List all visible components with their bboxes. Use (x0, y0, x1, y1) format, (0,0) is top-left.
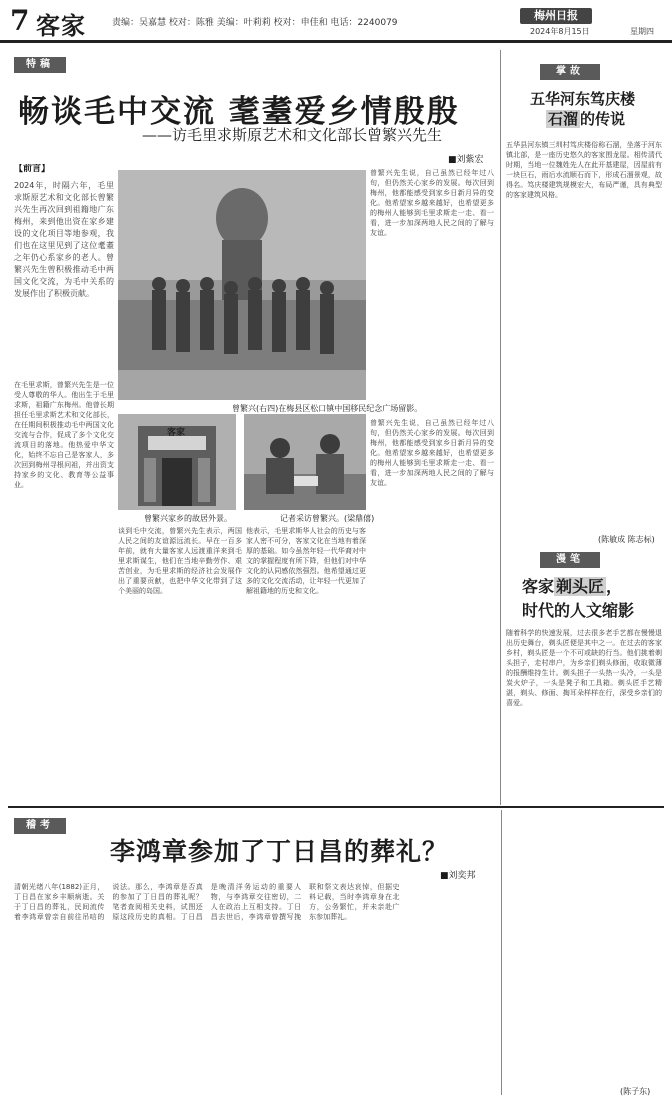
right-photo-caption: 记者采访曾繁兴。(梁鼎僖) (280, 514, 375, 523)
article1-column1: 在毛里求斯，曾繁兴先生是一位受人尊敬的华人。他出生于毛里求斯，祖籍广东梅州。他曾长期担任毛里求斯艺术和文化部长，在任期间积极推动毛中两国文化交流与合作，促成了多个文化交流项目的落地。他热爱中华文化，始终不忘自己是客家人，多次回到梅州寻根问祖，并出资支持家乡的文化、教育等公益事业。 (14, 381, 114, 489)
article2-title-line2 (546, 108, 625, 129)
article3-tag: 漫笔 (540, 552, 600, 568)
column-divider (500, 50, 501, 805)
article3-title-post: ， (606, 577, 623, 596)
article3-title-line2: 时代的人文缩影 (522, 601, 635, 620)
right-photo (244, 414, 366, 510)
article3-title-line1 (522, 574, 622, 597)
article1-headline: 畅谈毛中交流 耄耋爱乡情殷殷 (18, 94, 460, 130)
article1-tag: 特稿 (14, 57, 66, 73)
article3-signature: (陈子东) (620, 1087, 651, 1096)
intro-label: 【前言】 (14, 164, 51, 174)
editor-credits: 责编：吴嘉慧 校对：陈雅 美编：叶莉莉 校对：申佳和 电话：2240079 (112, 18, 398, 28)
article1-column4: 曾繁兴先生说，自己虽然已经年过八旬，但仍然关心家乡的发展。每次回到梅州，他都能感受到家乡日新月异的变化。他希望家乡越来越好，也希望更多的梅州人能够到毛里求斯走一走、看一看，进一步加深两地人民之间的了解与友谊。 (370, 169, 494, 237)
article2-tag: 掌故 (540, 64, 600, 80)
article4-tag: 稽考 (14, 818, 66, 834)
article1-column2: 谈到毛中交流，曾繁兴先生表示，两国人民之间的友谊源远流长。早在一百多年前，就有大量客家人远渡重洋来到毛里求斯谋生，他们在当地辛勤劳作、艰苦创业，为毛里求斯的经济社会发展作出了重要贡献，也把中华文化带到了这个美丽的岛国。 (118, 527, 242, 595)
article1-column4-cont: 曾繁兴先生说，自己虽然已经年过八旬，但仍然关心家乡的发展。每次回到梅州，他都能感受到家乡日新月异的变化。他希望家乡越来越好，也希望更多的梅州人能够到毛里求斯走一走、看一看，进一步加深两地人民之间的了解与友谊。 (370, 419, 494, 487)
column-divider-bottom (501, 810, 502, 1095)
newspaper-logo: 梅州日报 (520, 8, 592, 24)
page-header (0, 0, 672, 43)
article3-title-pre: 客家 (522, 577, 555, 596)
article2-title-highlight: 石溜 (548, 110, 579, 128)
article4-byline: ■刘奕邦 (440, 871, 476, 881)
article2-title-line1: 五华河东笃庆楼 (530, 90, 636, 108)
issue-date: 2024年8月15日 (530, 27, 590, 36)
article2-body: 五华县河东镇三圳村笃庆楼俗称石溜，坐落于河东镇北部，是一座历史悠久的客家围龙屋。相传清代时期，当地一位魏姓先人在此开基建屋，因屋前有一块巨石，雨后水流顺石而下，形成石溜景观，故得名。笃庆楼建筑规模宏大，布局严谨，具有典型的客家建筑风格。 (506, 141, 662, 199)
article1-column3: 他表示，毛里求斯华人社会的历史与客家人密不可分，客家文化在当地有着深厚的基础。如今虽然年轻一代华裔对中文的掌握程度有所下降，但他们对中华文化的认同感依然强烈。他希望通过更多的文化交流活动，让年轻一代更加了解祖籍地的历史和文化。 (246, 527, 366, 595)
article4-headline: 李鸿章参加了丁日昌的葬礼？ (110, 837, 449, 866)
page-number: 7 (10, 4, 30, 37)
main-photo-caption: 曾繁兴(右四)在梅县区松口镇中国移民纪念广场留影。 (232, 404, 423, 413)
intro-text: 2024年，时隔六年，毛里求斯原艺术和文化部长曾繁兴先生再次回到祖籍地广东梅州，来到他出资在家乡建设的文化项目等地参观，我们也在这里见到了这位耄耋之年仍心系家乡的老人。曾繁兴先生曾积极推动毛中两国文化交流，为毛中关系的发展作出了积极贡献。 (14, 181, 114, 298)
article1-byline: ■刘紫宏 (448, 155, 484, 165)
section-title: 客家 (36, 11, 86, 40)
article3-body: 随着科学的快速发展，过去很多老手艺都在慢慢退出历史舞台，剃头匠便是其中之一。在过去的客家乡村，剃头匠是一个不可或缺的行当。他们挑着剃头担子，走村串户，为乡亲们剃头修面，收取微薄的报酬维持生计。剃头担子一头热一头冷，一头是炭火炉子，一头是凳子和工具箱。剃头匠手艺精湛，剃头、修面、掏耳朵样样在行，深受乡亲们的喜爱。 (506, 629, 662, 707)
article1-subheadline: ——访毛里求斯原艺术和文化部长曾繁兴先生 (142, 126, 443, 144)
main-photo (118, 170, 366, 400)
article3-title-highlight: 剃头匠 (556, 577, 605, 596)
left-photo-caption: 曾繁兴家乡的故居外景。 (144, 514, 232, 523)
left-photo-sign: 客家 (166, 428, 185, 438)
article2-signature: (陈敏成 陈志标) (598, 535, 655, 544)
article2-title-rest: 的传说 (580, 110, 626, 128)
issue-weekday: 星期四 (630, 27, 654, 36)
article4-body: 清朝光绪八年(1882)正月，丁日昌在家乡丰顺病逝。关于丁日昌的葬礼，民间流传着李鸿章曾亲自前往吊唁的说法。那么，李鸿章是否真的参加了丁日昌的葬礼呢？笔者查阅相关史料，试图还原这段历史的真相。丁日昌是晚清洋务运动的重要人物，与李鸿章交往密切，二人在政治上互相支持。丁日昌去世后，李鸿章曾撰写挽联和祭文表达哀悼，但据史料记载，当时李鸿章身在北方，公务繁忙，并未亲赴广东参加葬礼。 (14, 883, 400, 921)
